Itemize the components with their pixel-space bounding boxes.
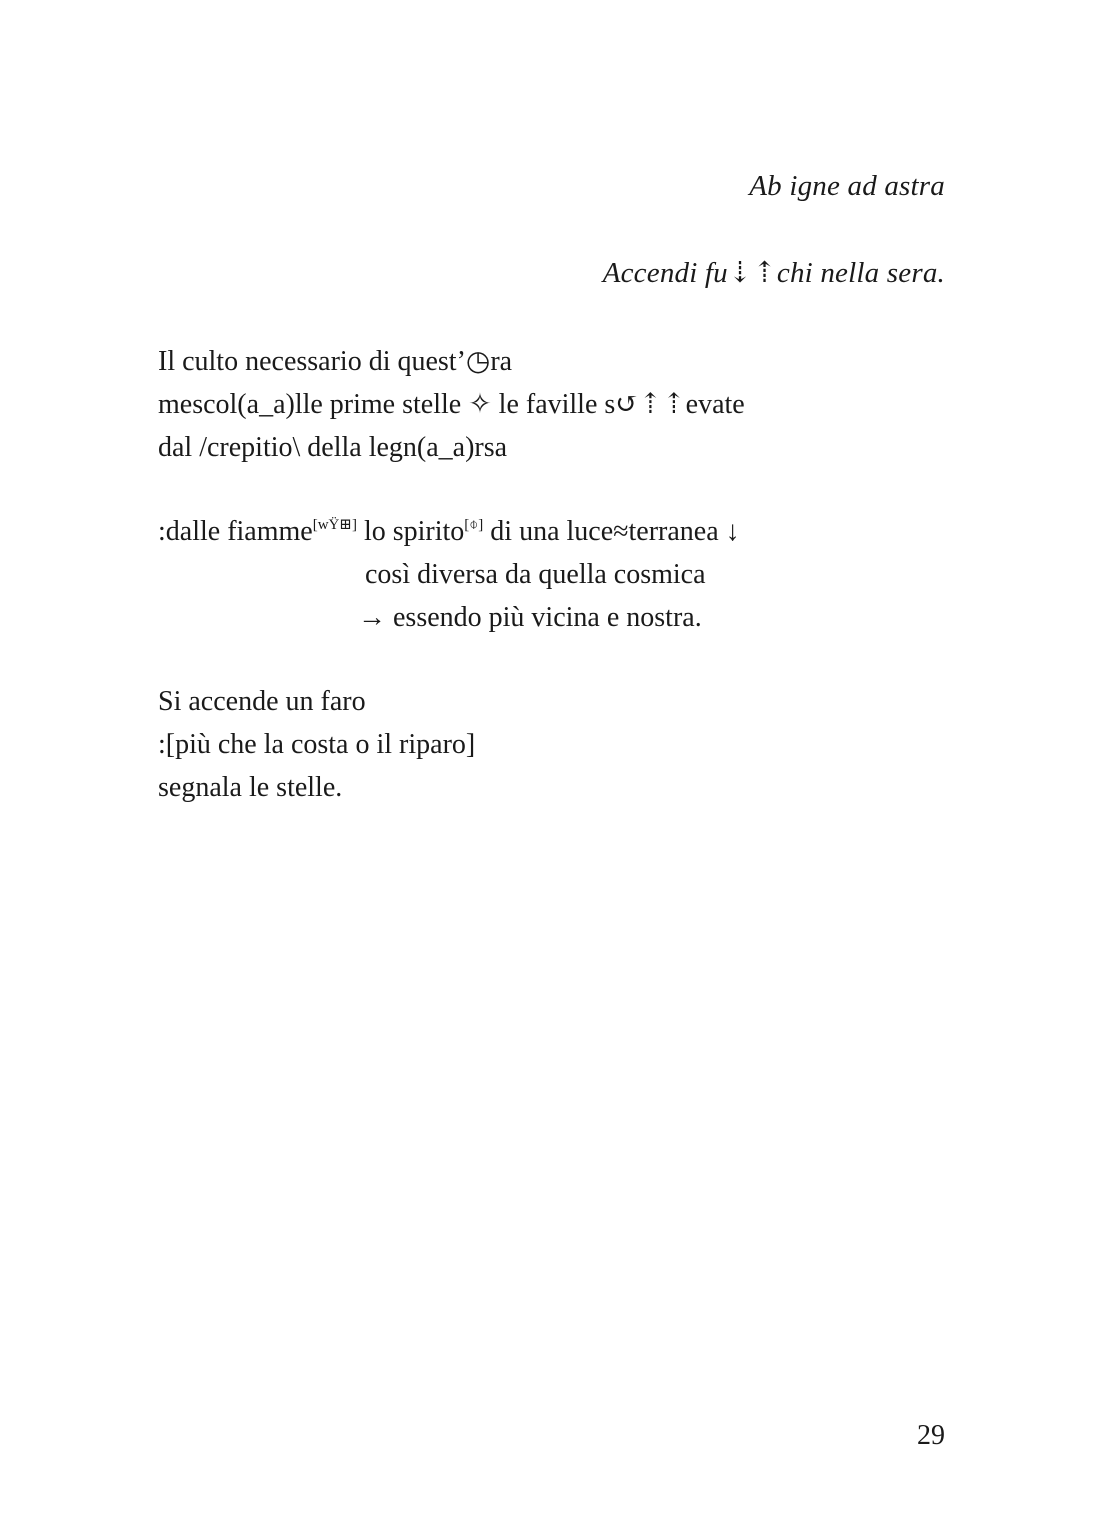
verse-line-indented: → essendo più vicina e nostra. xyxy=(358,602,702,633)
epigraph-latin: Ab igne ad astra xyxy=(749,170,945,202)
verse-line: dal /crepitio\ della legn(a_a)rsa xyxy=(158,432,508,463)
stanza-1 xyxy=(158,340,745,469)
verse-line: :[più che la costa o il riparo] xyxy=(158,729,476,760)
footnote-marker: [wŸ⊞] xyxy=(312,517,357,533)
verse-line: segnala le stelle. xyxy=(158,772,343,803)
verse-line: Il culto necessario di quest’◷ra xyxy=(158,346,513,377)
verse-line-indented: così diversa da quella cosmica xyxy=(365,559,706,590)
verse-text: :dalle fiamme xyxy=(158,516,313,547)
verse-text: lo spirito xyxy=(356,516,465,547)
verse-text: di una luce≈terranea ↓ xyxy=(483,516,740,547)
verse-line: Si accende un faro xyxy=(158,686,366,717)
stanza-2 xyxy=(158,510,740,639)
footnote-marker: [⌽] xyxy=(464,517,484,533)
epigraph-subtitle: Accendi fu⇣⇡chi nella sera. xyxy=(602,257,945,289)
stanza-3 xyxy=(158,680,475,809)
verse-line xyxy=(158,510,740,553)
page-number: 29 xyxy=(917,1420,945,1451)
verse-line: mescol(a_a)lle prime stelle ✧ le faville s↺⇡⇡evate xyxy=(158,389,745,420)
